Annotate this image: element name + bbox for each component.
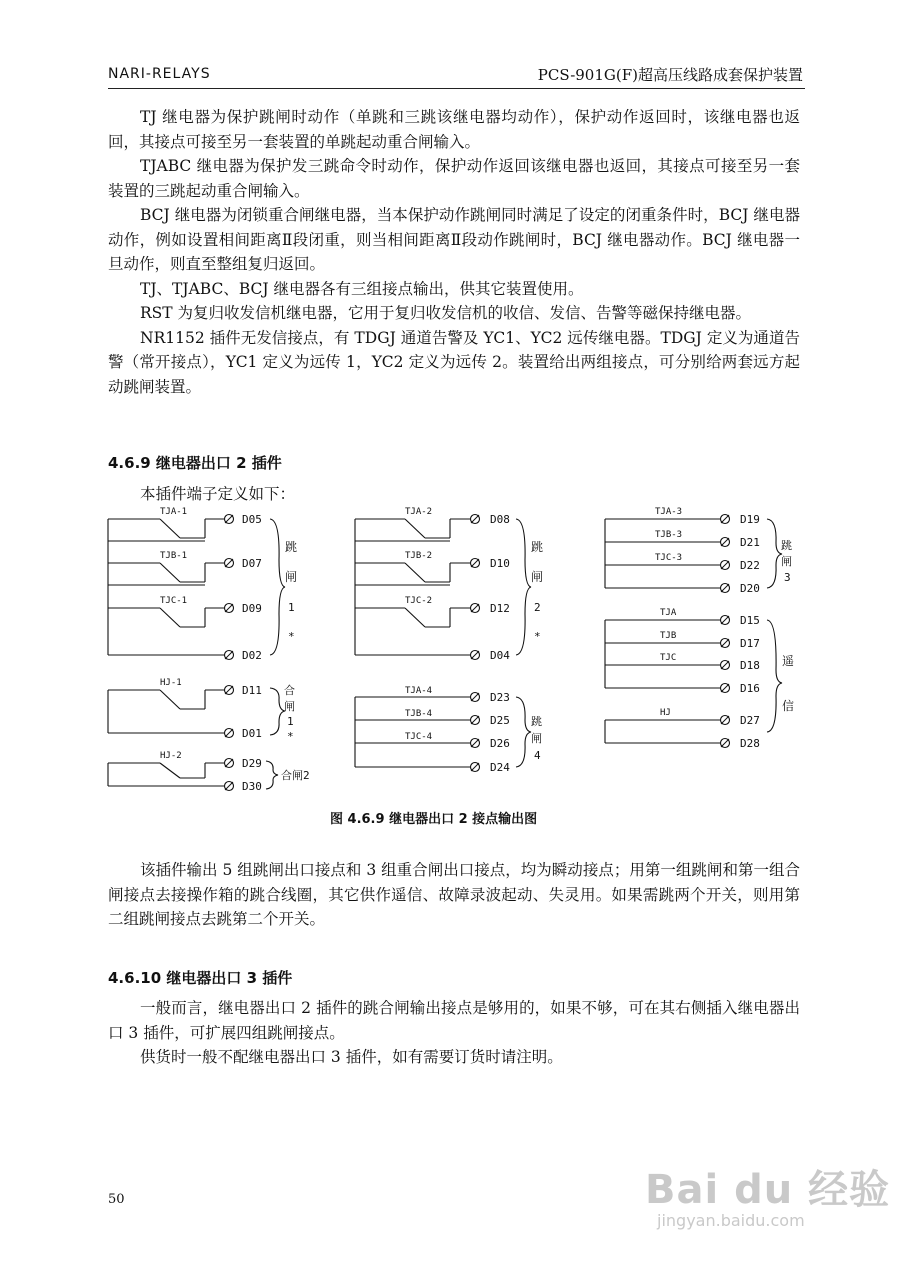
group-label: 跳 bbox=[531, 715, 542, 728]
watermark-url: jingyan.baidu.com bbox=[657, 1211, 805, 1230]
contact-label: TJB-1 bbox=[160, 551, 188, 561]
terminal-label: D29 bbox=[242, 757, 262, 770]
group-label: 合闸2 bbox=[281, 769, 310, 782]
terminal-label: D16 bbox=[740, 682, 760, 695]
group-label: 遥 bbox=[782, 654, 795, 668]
contact-label: HJ bbox=[660, 708, 671, 718]
group-label: 3 bbox=[784, 571, 791, 584]
contact-label: HJ-1 bbox=[160, 678, 182, 688]
terminal-label: D22 bbox=[740, 559, 760, 572]
contact-label: TJB-2 bbox=[405, 551, 433, 561]
contact-label: TJB-4 bbox=[405, 709, 433, 719]
contact-label: TJB bbox=[660, 631, 677, 641]
contact-label: TJC-1 bbox=[160, 596, 188, 606]
contact-label: TJA-3 bbox=[655, 507, 683, 517]
intro-text: 本插件端子定义如下： bbox=[140, 485, 296, 503]
watermark-logo bbox=[645, 1158, 890, 1230]
section-heading-4-6-9: 4.6.9 继电器出口 2 插件 bbox=[108, 454, 282, 472]
terminal-label: D21 bbox=[740, 536, 760, 549]
paragraph: BCJ 继电器为闭锁重合闸继电器，当本保护动作跳闸同时满足了设定的闭重条件时，BCJ 继电器动作，例如设置相间距离Ⅱ段闭重，则当相间距离Ⅱ段动作跳闸时，BCJ 继电器动作。BCJ 继电器一旦动作，则直至整组复归返回。 bbox=[108, 206, 800, 273]
contact-label: TJA-4 bbox=[405, 686, 433, 696]
contact-label: TJA-2 bbox=[405, 507, 433, 517]
terminal-label: D07 bbox=[242, 557, 262, 570]
paragraph-block-2 bbox=[108, 858, 800, 932]
terminal-label: D09 bbox=[242, 602, 262, 615]
terminal-label: D23 bbox=[490, 691, 510, 704]
paragraph: TJ、TJABC、BCJ 继电器各有三组接点输出，供其它装置使用。 bbox=[140, 279, 584, 298]
terminal-label: D01 bbox=[242, 727, 262, 740]
terminal-label: D04 bbox=[490, 649, 510, 662]
terminal-label: D05 bbox=[242, 513, 262, 526]
group-label: 2 bbox=[534, 601, 541, 614]
paragraph-block-3 bbox=[108, 996, 800, 1070]
header-left: NARI-RELAYS bbox=[108, 66, 211, 82]
contact-label: TJC-3 bbox=[655, 553, 683, 563]
contact-label: HJ-2 bbox=[160, 751, 182, 761]
paragraph: TJABC 继电器为保护发三跳命令时动作，保护动作返回该继电器也返回，其接点可接至另一套装置的三跳起动重合闸输入。 bbox=[108, 157, 800, 200]
terminal-label: D24 bbox=[490, 761, 510, 774]
header-right: PCS-901G(F)超高压线路成套保护装置 bbox=[537, 66, 803, 84]
contact-label: TJB-3 bbox=[655, 530, 683, 540]
terminal-label: D02 bbox=[242, 649, 262, 662]
group-label: 闸 bbox=[531, 732, 542, 745]
contact-label: TJA bbox=[660, 608, 677, 618]
group-label: 跳 bbox=[285, 540, 298, 554]
paragraph: 供货时一般不配继电器出口 3 插件，如有需要订货时请注明。 bbox=[140, 1048, 563, 1066]
paragraph: NR1152 插件无发信接点，有 TDGJ 通道告警及 YC1、YC2 远传继电器。TDGJ 定义为通道告警（常开接点），YC1 定义为远传 1，YC2 定义为远传 2。装置给出两组接点，可分别给两套远方起动跳闸装置。 bbox=[108, 328, 800, 396]
terminal-label: D25 bbox=[490, 714, 510, 727]
group-label: 闸 bbox=[284, 700, 295, 713]
terminal-label: D26 bbox=[490, 737, 510, 750]
terminal-label: D19 bbox=[740, 513, 760, 526]
terminal-label: D15 bbox=[740, 614, 760, 627]
paragraph: TJ 继电器为保护跳闸时动作（单跳和三跳该继电器均动作），保护动作返回时，该继电器也返回，其接点可接至另一套装置的单跳起动重合闸输入。 bbox=[108, 108, 800, 151]
terminal-label: D17 bbox=[740, 637, 760, 650]
group-label: 闸 bbox=[531, 570, 544, 584]
group-label: 1 bbox=[287, 715, 294, 728]
contact-label: TJA-1 bbox=[160, 507, 188, 517]
terminal-label: D10 bbox=[490, 557, 510, 570]
terminal-label: D12 bbox=[490, 602, 510, 615]
terminal-label: D20 bbox=[740, 582, 760, 595]
terminal-label: D30 bbox=[242, 780, 262, 793]
group-label: 闸 bbox=[781, 555, 792, 568]
contact-label: TJC-4 bbox=[405, 732, 433, 742]
group-label: 合 bbox=[284, 684, 295, 697]
terminal-label: D11 bbox=[242, 684, 262, 697]
paragraph: 该插件输出 5 组跳闸出口接点和 3 组重合闸出口接点，均为瞬动接点；用第一组跳闸和第一组合闸接点去接操作箱的跳合线圈，其它供作遥信、故障录波起动、失灵用。如果需跳两个开关，则用第二组跳闸接点去跳第二个开关。 bbox=[108, 861, 800, 928]
group-label: 闸 bbox=[285, 570, 298, 584]
contact-label: TJC-2 bbox=[405, 596, 433, 606]
watermark-brand: Bai du 经验 bbox=[645, 1167, 891, 1213]
page-number: 50 bbox=[108, 1192, 125, 1207]
figure-caption: 图 4.6.9 继电器出口 2 接点输出图 bbox=[330, 812, 538, 827]
terminal-label: D28 bbox=[740, 737, 760, 750]
terminal-label: D08 bbox=[490, 513, 510, 526]
contact-label: TJC bbox=[660, 653, 677, 663]
group-label: 信 bbox=[782, 699, 795, 713]
group-label: 4 bbox=[534, 749, 541, 762]
group-label: * bbox=[287, 730, 294, 743]
group-label: * bbox=[534, 630, 541, 643]
group-label: * bbox=[288, 630, 295, 643]
group-label: 跳 bbox=[531, 540, 544, 554]
paragraph: 一般而言，继电器出口 2 插件的跳合闸输出接点是够用的，如果不够，可在其右侧插入继电器出口 3 插件，可扩展四组跳闸接点。 bbox=[108, 999, 800, 1042]
paragraph: RST 为复归收发信机继电器，它用于复归收发信机的收信、发信、告警等磁保持继电器。 bbox=[140, 304, 752, 322]
section-heading-4-6-10: 4.6.10 继电器出口 3 插件 bbox=[108, 969, 293, 987]
terminal-label: D27 bbox=[740, 714, 760, 727]
group-label: 跳 bbox=[781, 539, 792, 552]
group-label: 1 bbox=[288, 601, 295, 614]
terminal-label: D18 bbox=[740, 659, 760, 672]
